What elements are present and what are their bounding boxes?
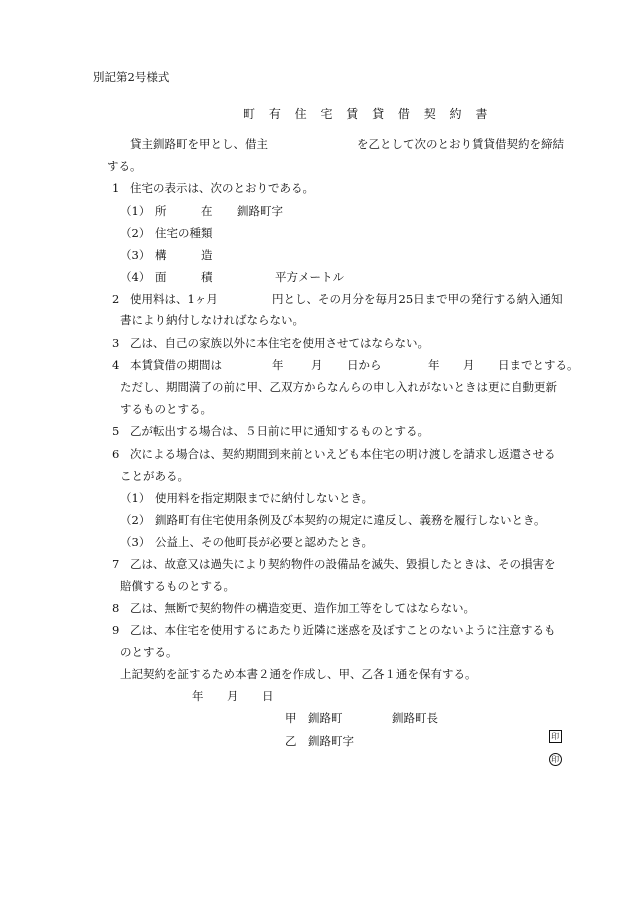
- article-3-number: 3: [112, 336, 120, 350]
- article-1-item-label: 構 造: [155, 248, 213, 262]
- article-1-item-label: 住宅の種類: [155, 226, 213, 240]
- article-9-line2: のとする。: [120, 645, 178, 659]
- article-7-line2: 賠償するものとする。: [120, 579, 235, 593]
- article-6-item-text: 釧路町有住宅使用条例及び本契約の規定に違反し、義務を履行しないとき。: [155, 513, 546, 527]
- seal-box-icon: 印: [549, 730, 562, 743]
- date-month: 月: [227, 689, 239, 703]
- article-7-number: 7: [112, 557, 120, 571]
- article-1-item-value: 釧路町字: [237, 204, 283, 218]
- article-1-item-label: 所 在: [155, 204, 213, 218]
- article-6-line2: ことがある。: [120, 469, 189, 483]
- article-4-month-2: 月: [463, 358, 475, 372]
- document-title: 町 有 住 宅 賃 貸 借 契 約 書: [243, 107, 493, 121]
- article-1-item-number: （4）: [120, 270, 151, 284]
- article-2-line2: 書により納付しなければならない。: [120, 313, 304, 327]
- article-6-item-text: 公益上、その他町長が必要と認めたとき。: [155, 535, 374, 549]
- article-6-text: 次による場合は、契約期間到来前といえども本住宅の明け渡しを請求し返還させる: [130, 447, 556, 461]
- article-6-number: 6: [112, 447, 120, 461]
- article-8-text: 乙は、無断で契約物件の構造変更、造作加工等をしてはならない。: [130, 601, 475, 615]
- article-6-item-number: （1）: [120, 491, 151, 505]
- article-2-text-a: 使用料は、1ヶ月: [130, 292, 218, 306]
- article-6-item-number: （3）: [120, 535, 151, 549]
- article-2-text-b: 円とし、その月分を毎月25日まで甲の発行する納入通知: [272, 292, 563, 306]
- article-4-number: 4: [112, 358, 120, 372]
- article-5-text: 乙が転出する場合は、５日前に甲に通知するものとする。: [130, 424, 429, 438]
- article-4-day-2: 日までとする。: [498, 358, 579, 372]
- article-4-line2: ただし、期間満了の前に甲、乙双方からなんらの申し入れがないときは更に自動更新: [120, 380, 557, 394]
- article-2-number: 2: [112, 292, 120, 306]
- article-1-item-value: 平方メートル: [275, 270, 344, 284]
- article-1-item-number: （2）: [120, 226, 151, 240]
- party-b-seal: [534, 734, 562, 782]
- article-9-text: 乙は、本住宅を使用するにあたり近隣に迷惑を及ぼすことのないように注意するも: [130, 623, 556, 637]
- date-day: 日: [262, 689, 274, 703]
- intro-text-line2: する。: [107, 159, 142, 173]
- article-3-text: 乙は、自己の家族以外に本住宅を使用させてはならない。: [130, 336, 429, 350]
- closing-text: 上記契約を証するため本書２通を作成し、甲、乙各１通を保有する。: [120, 667, 477, 681]
- party-a-name: 釧路町: [308, 711, 343, 725]
- date-year: 年: [192, 689, 204, 703]
- article-6-item-number: （2）: [120, 513, 151, 527]
- article-4-text-a: 本賃貸借の期間は: [130, 358, 222, 372]
- article-7-text: 乙は、故意又は過失により契約物件の設備品を滅失、毀損したときは、その損害を: [130, 557, 556, 571]
- article-5-number: 5: [112, 424, 120, 438]
- article-4-year-1: 年: [272, 358, 284, 372]
- article-1-item-number: （1）: [120, 204, 151, 218]
- article-4-year-2: 年: [428, 358, 440, 372]
- party-a-title: 釧路町長: [392, 711, 438, 725]
- seal-circle-icon: 印: [549, 753, 562, 766]
- article-6-item-text: 使用料を指定期限までに納付しないとき。: [155, 491, 374, 505]
- article-1-item-label: 面 積: [155, 270, 213, 284]
- intro-text-b: を乙として次のとおり賃貸借契約を締結: [357, 137, 564, 151]
- party-b-label: 乙: [285, 734, 297, 748]
- article-1-item-number: （3）: [120, 248, 151, 262]
- party-b-name: 釧路町字: [308, 734, 354, 748]
- article-9-number: 9: [112, 623, 120, 637]
- article-1-number: 1: [112, 181, 120, 195]
- article-4-day-1: 日から: [347, 358, 382, 372]
- article-4-line3: するものとする。: [120, 402, 212, 416]
- article-4-month-1: 月: [311, 358, 323, 372]
- form-label: 別記第2号様式: [93, 70, 170, 84]
- intro-text-a: 貸主釧路町を甲とし、借主: [130, 137, 268, 151]
- article-1-text: 住宅の表示は、次のとおりである。: [130, 181, 314, 195]
- article-8-number: 8: [112, 601, 120, 615]
- party-a-label: 甲: [285, 711, 297, 725]
